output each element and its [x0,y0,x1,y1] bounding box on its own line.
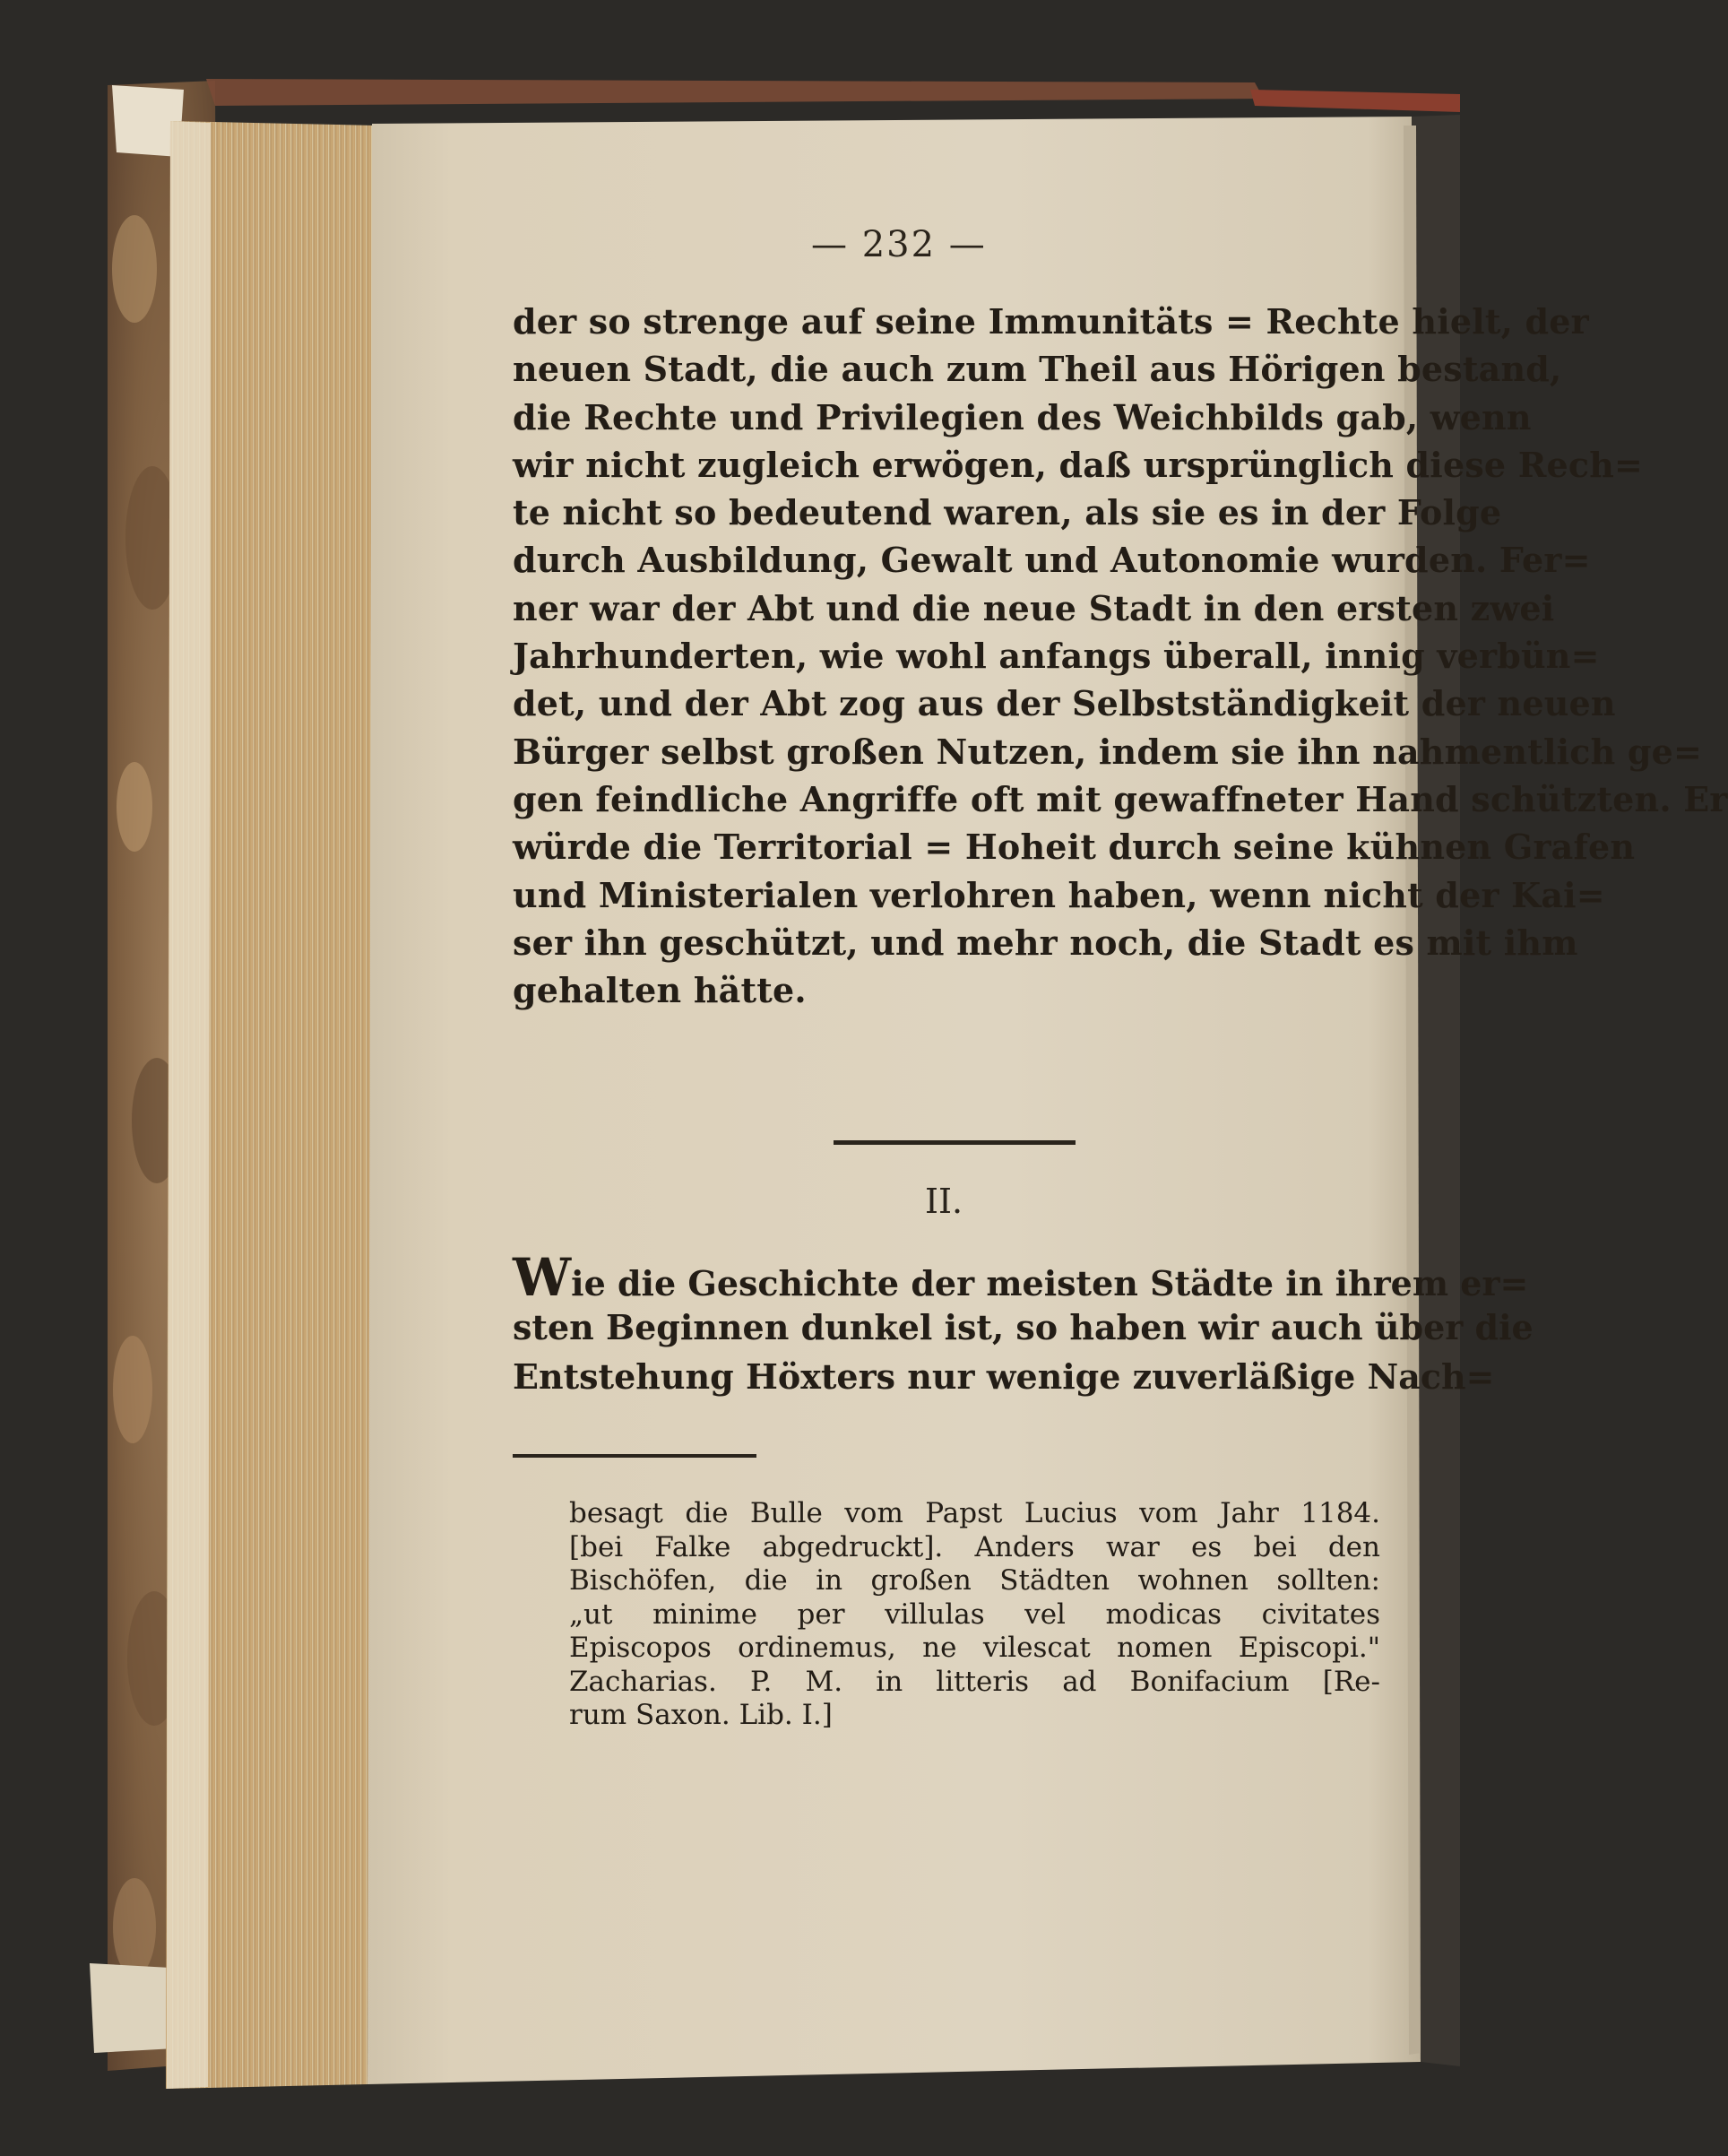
footnote-line: besagt die Bulle vom Papst Lucius vom Jahr 1184. [569,1497,1380,1529]
text-line: neuen Stadt, die auch zum Theil aus Hörigen bestand, [513,349,1562,390]
text-line: Entstehung Höxters nur wenige zuverläßige Nach= [513,1356,1495,1397]
text-line: der so strenge auf seine Immunitäts = Rechte hielt, der [513,301,1589,342]
text-line: Wie die Geschichte der meisten Städte in ihrem er= [513,1247,1529,1308]
text-line: und Ministerialen verlohren haben, wenn nicht der Kai= [513,874,1605,915]
text-line: gen feindliche Angriffe oft mit gewaffneter Hand schützten. Er [513,778,1728,819]
footnote-line: Zacharias. P. M. in litteris ad Bonifacium [Re- [569,1665,1380,1698]
text-line: Bürger selbst großen Nutzen, indem sie ihn nahmentlich ge= [513,731,1703,772]
page-number: — 232 — [811,224,987,265]
text-line: sten Beginnen dunkel ist, so haben wir auch über die [513,1307,1534,1347]
section-text [513,1247,1534,1401]
text-line: det, und der Abt zog aus der Selbstständigkeit der neuen [513,683,1616,724]
footnote-line: Bischöfen, die in großen Städten wohnen sollten: [569,1564,1380,1597]
text-line: ser ihn geschützt, und mehr noch, die Stadt es mit ihm [513,922,1578,963]
text-line: gehalten hätte. [513,970,807,1011]
footnote-line: „ut minime per villulas vel modicas civitates [569,1598,1380,1631]
text-line: wir nicht zugleich erwögen, daß ursprünglich diese Rech= [513,444,1644,485]
text-line: die Rechte und Privilegien des Weichbilds gab, wenn [513,396,1532,437]
footnote [569,1497,1380,1733]
text-line: te nicht so bedeutend waren, als sie es in der Folge [513,492,1502,533]
text-line: ner war der Abt und die neue Stadt in den ersten zwei [513,587,1555,628]
footnote-line: [bei Falke abgedruckt]. Anders war es bei den [569,1530,1380,1563]
text-line: würde die Territorial = Hoheit durch seine kühnen Grafen [513,827,1636,868]
text-line: durch Ausbildung, Gewalt und Autonomie wurden. Fer= [513,540,1591,581]
text-line: Jahrhunderten, wie wohl anfangs überall, innig verbün= [513,636,1600,677]
footnote-line: rum Saxon. Lib. I.] [569,1699,833,1731]
footnote-line: Episcopos ordinemus, ne vilescat nomen Episcopi." [569,1632,1380,1664]
main-text [513,298,1728,1014]
section-number: II. [925,1182,963,1221]
